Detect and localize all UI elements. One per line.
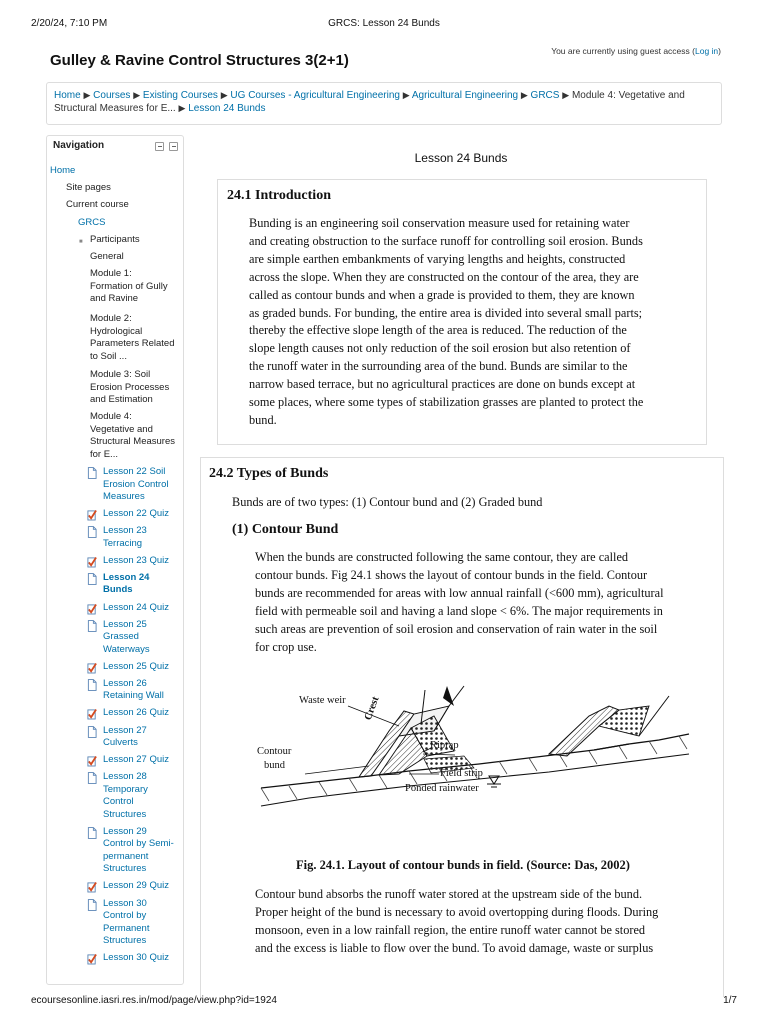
intro-heading: 24.1 Introduction bbox=[227, 188, 331, 203]
contour-bund-text: When the bunds are constructed following the same contour, they are called contour bunds. Fig 24.1 shows the layout of contour bunds in the field. Contour bunds are recommended for areas with low annual rainfall (<600 mm), agricultural field with permeable soil and having a land slope < 6%. The major requirements in such areas are prevention of soil erosion and conservation of rain water in the soil for crop use. bbox=[255, 550, 664, 654]
page-icon bbox=[87, 620, 97, 632]
page-title: Lesson 24 Bunds bbox=[414, 151, 508, 165]
figure-label-bund: bund bbox=[264, 760, 285, 771]
nav-module-3[interactable]: Module 3: Soil Erosion Processes and Estimation bbox=[90, 369, 170, 405]
nav-quiz-link[interactable]: Lesson 25 Quiz bbox=[103, 660, 170, 672]
page-icon bbox=[87, 726, 97, 738]
nav-module-2[interactable]: Module 2: Hydrological Parameters Related to Soil ... bbox=[90, 313, 175, 362]
nav-participants[interactable]: Participants bbox=[90, 234, 140, 245]
page-icon bbox=[87, 899, 97, 911]
nav-quiz-link[interactable]: Lesson 30 Quiz bbox=[103, 952, 170, 964]
login-link[interactable]: Log in bbox=[694, 46, 719, 56]
breadcrumb-separator: ▶ bbox=[520, 90, 528, 100]
nav-lesson-link[interactable]: Lesson 30 Control by Permanent Structures bbox=[103, 897, 150, 946]
breadcrumb-separator: ▶ bbox=[83, 90, 91, 100]
nav-general[interactable]: General bbox=[90, 251, 124, 262]
nav-quiz-link[interactable]: Lesson 22 Quiz bbox=[103, 508, 170, 520]
page-icon bbox=[87, 827, 97, 839]
nav-lesson-link[interactable]: Lesson 23 Terracing bbox=[103, 525, 147, 549]
nav-lesson-link[interactable]: Lesson 25 Grassed Waterways bbox=[103, 618, 150, 655]
nav-quiz-link[interactable]: Lesson 24 Quiz bbox=[103, 601, 170, 613]
nav-lesson-link[interactable]: Lesson 22 Soil Erosion Control Measures bbox=[103, 466, 169, 502]
nav-lesson-link[interactable]: Lesson 26 Retaining Wall bbox=[103, 677, 164, 702]
quiz-icon bbox=[87, 603, 97, 615]
figure-label-field-strip: Field strip bbox=[440, 768, 483, 779]
quiz-icon bbox=[87, 881, 97, 893]
breadcrumb-existing-courses[interactable]: Existing Courses bbox=[142, 90, 218, 101]
figure-label-waste-weir: Waste weir bbox=[299, 695, 346, 706]
breadcrumb-separator: ▶ bbox=[402, 90, 410, 100]
nav-lesson-link[interactable]: Lesson 24 Bunds bbox=[103, 571, 150, 596]
quiz-icon bbox=[87, 556, 97, 568]
nav-site-pages[interactable]: Site pages bbox=[66, 182, 111, 193]
intro-text: Bunding is an engineering soil conservation measure used for retaining water and creating obstruction to the surface runoff for controlling soil erosion. Bunds are simple earthen embankments of varying lengths and heights, constructed across the slope. When they are constructed on the contour of the area, they are called as contour bunds and when a grade is provided to them, they are known as graded bunds. For bunding, the entire area is divided into several small parts; thereby the effective slope length of the area is reduced. The reduction of the slope length causes not only reduction of the soil erosion but also retention of the runoff water in the surrounding area of the bund. Bunds are similar to the narrow based terrace, but no agricultural practices are done on bunds except at some places, where some types of stabilization grasses are planted to protect the bund. bbox=[249, 216, 644, 427]
quiz-icon bbox=[87, 708, 97, 720]
breadcrumb-lesson-24[interactable]: Lesson 24 Bunds bbox=[188, 103, 266, 114]
breadcrumb bbox=[46, 82, 722, 125]
print-page-number: 1/7 bbox=[723, 995, 737, 1006]
types-heading: 24.2 Types of Bunds bbox=[209, 466, 329, 481]
breadcrumb-home[interactable]: Home bbox=[54, 90, 81, 101]
navigation-title: Navigation bbox=[53, 140, 105, 151]
page-icon bbox=[87, 573, 97, 585]
contour-bund-heading: (1) Contour Bund bbox=[232, 522, 339, 537]
contour-bund-followup: Contour bund absorbs the runoff water stored at the upstream side of the bund. Proper height of the bund is necessary to avoid overtopping during floods. During monsoon, even in a low rainfall region, the entire runoff water cannot be stored and the excess is liable to flow over the bund. To avoid damage, waste or surplus bbox=[255, 887, 659, 955]
breadcrumb-module-4: Module 4: Vegetative and Structural Measures for E... bbox=[54, 90, 685, 114]
breadcrumb-agricultural-engineering[interactable]: Agricultural Engineering bbox=[411, 90, 519, 101]
figure-label-ponded-rainwater: Ponded rainwater bbox=[405, 783, 479, 794]
nav-module-4[interactable]: Module 4: Vegetative and Structural Measures for E... bbox=[90, 411, 176, 460]
page-icon bbox=[87, 772, 97, 784]
dock-icon[interactable] bbox=[155, 142, 164, 151]
nav-quiz-link[interactable]: Lesson 26 Quiz bbox=[103, 707, 170, 719]
breadcrumb-grcs[interactable]: GRCS bbox=[530, 90, 560, 101]
quiz-icon bbox=[87, 509, 97, 521]
print-doc-title: GRCS: Lesson 24 Bunds bbox=[328, 18, 440, 29]
breadcrumb-ug-courses[interactable]: UG Courses - Agricultural Engineering bbox=[230, 90, 400, 101]
nav-course-grcs[interactable]: GRCS bbox=[78, 217, 106, 228]
breadcrumb-separator: ▶ bbox=[178, 103, 186, 113]
nav-lesson-link[interactable]: Lesson 28 Temporary Control Structures bbox=[103, 771, 148, 820]
breadcrumb-courses[interactable]: Courses bbox=[93, 90, 131, 101]
nav-quiz-link[interactable]: Lesson 23 Quiz bbox=[103, 554, 170, 566]
figure-label-crest: Crest bbox=[362, 695, 382, 722]
page-icon bbox=[87, 679, 97, 691]
page-icon bbox=[87, 467, 97, 479]
types-summary: Bunds are of two types: (1) Contour bund and (2) Graded bund bbox=[232, 495, 543, 509]
collapse-icon[interactable] bbox=[169, 142, 178, 151]
figure-label-riprap: Riprap bbox=[430, 740, 459, 751]
figure-label-contour: Contour bbox=[257, 746, 292, 757]
page-icon bbox=[87, 526, 97, 538]
breadcrumb-separator: ▶ bbox=[133, 90, 141, 100]
nav-quiz-link[interactable]: Lesson 29 Quiz bbox=[103, 880, 170, 892]
nav-lesson-link[interactable]: Lesson 29 Control by Semi- permanent Structures bbox=[103, 825, 174, 875]
print-url: ecoursesonline.iasri.res.in/mod/page/view.php?id=1924 bbox=[31, 995, 277, 1006]
quiz-icon bbox=[87, 662, 97, 674]
login-info: You are currently using guest access (Log in) bbox=[551, 46, 721, 56]
print-datetime: 2/20/24, 7:10 PM bbox=[31, 18, 108, 29]
quiz-icon bbox=[87, 755, 97, 767]
breadcrumb-separator: ▶ bbox=[220, 90, 228, 100]
contour-bund-figure bbox=[249, 676, 699, 846]
figure-caption: Fig. 24.1. Layout of contour bunds in field. (Source: Das, 2002) bbox=[296, 858, 630, 872]
bullet-icon: ■ bbox=[79, 239, 83, 245]
course-title[interactable]: Gulley & Ravine Control Structures 3(2+1) bbox=[50, 52, 349, 69]
nav-module-1[interactable]: Module 1: Formation of Gully and Ravine bbox=[90, 268, 168, 304]
nav-current-course[interactable]: Current course bbox=[66, 199, 129, 210]
nav-quiz-link[interactable]: Lesson 27 Quiz bbox=[103, 754, 170, 766]
breadcrumb-separator: ▶ bbox=[562, 90, 570, 100]
types-section bbox=[200, 457, 724, 997]
quiz-icon bbox=[87, 953, 97, 965]
intro-section bbox=[217, 179, 707, 445]
nav-lesson-link[interactable]: Lesson 27 Culverts bbox=[103, 724, 147, 748]
nav-home-link[interactable]: Home bbox=[50, 165, 76, 176]
